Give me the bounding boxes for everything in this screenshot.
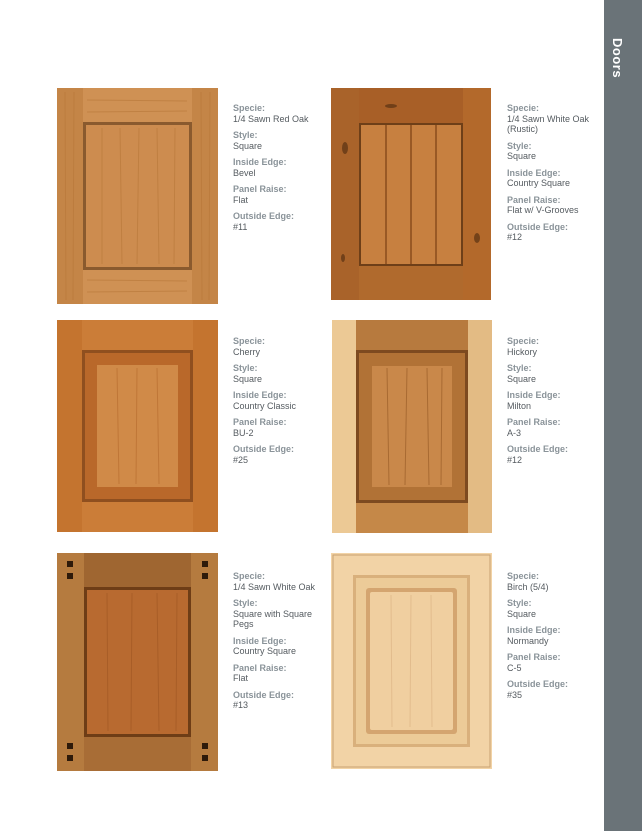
spec-value: Country Square xyxy=(233,646,297,656)
spec-value: Normandy xyxy=(507,635,549,646)
spec-label: Specie: xyxy=(507,103,540,113)
spec-value: #25 xyxy=(233,454,249,465)
spec-value: 1/4 Sawn White Oak xyxy=(233,581,316,592)
spec-label: Style: xyxy=(507,140,532,151)
spec-label: Panel Raise: xyxy=(507,417,561,427)
door-image-birch xyxy=(331,553,492,769)
specs-door-1 xyxy=(233,103,323,238)
spec-label: Specie: xyxy=(507,571,540,581)
spec-value: Milton xyxy=(507,400,532,411)
spec-value: Square xyxy=(233,140,263,151)
spec-value: Square with Square Pegs xyxy=(233,608,313,629)
door-image-hickory xyxy=(332,320,492,533)
spec-value: 1/4 Sawn White Oak (Rustic) xyxy=(507,113,590,134)
spec-label: Outside Edge: xyxy=(233,689,295,700)
spec-value: Flat xyxy=(233,194,249,205)
spec-value: #12 xyxy=(507,454,523,465)
spec-value: Bevel xyxy=(233,167,256,178)
spec-value: Hickory xyxy=(507,346,538,357)
spec-value: #35 xyxy=(507,689,523,700)
spec-label: Inside Edge: xyxy=(507,167,561,178)
spec-label: Style: xyxy=(507,598,532,608)
spec-label: Inside Edge: xyxy=(233,635,287,646)
spec-label: Outside Edge: xyxy=(507,679,569,689)
door-image-white-oak-pegs xyxy=(57,553,218,771)
spec-label: Panel Raise: xyxy=(233,662,287,673)
spec-value: #11 xyxy=(233,221,248,232)
spec-label: Specie: xyxy=(233,336,266,346)
spec-value: 1/4 Sawn Red Oak xyxy=(233,113,309,124)
door-image-cherry xyxy=(57,320,218,532)
spec-label: Style: xyxy=(233,363,258,373)
spec-value: Birch (5/4) xyxy=(507,581,549,592)
spec-label: Style: xyxy=(233,130,258,140)
spec-value: #12 xyxy=(507,232,523,242)
spec-value: Flat xyxy=(233,673,249,683)
spec-label: Specie: xyxy=(233,571,266,581)
spec-label: Outside Edge: xyxy=(507,221,569,232)
section-title: Doors xyxy=(610,38,625,79)
specs-door-3 xyxy=(233,336,323,471)
spec-value: Square xyxy=(507,373,537,384)
specs-door-2 xyxy=(507,103,597,249)
door-image-rustic-white-oak xyxy=(331,88,491,300)
spec-label: Inside Edge: xyxy=(233,157,287,167)
spec-value: A-3 xyxy=(507,427,522,438)
spec-label: Inside Edge: xyxy=(233,390,287,400)
spec-value: #13 xyxy=(233,700,249,710)
spec-value: C-5 xyxy=(507,662,522,673)
spec-label: Inside Edge: xyxy=(507,390,561,400)
spec-label: Panel Raise: xyxy=(233,417,287,427)
specs-door-4 xyxy=(507,336,597,471)
spec-value: Flat w/ V-Grooves xyxy=(507,205,579,215)
spec-label: Inside Edge: xyxy=(507,625,561,635)
spec-value: Square xyxy=(233,373,263,384)
spec-label: Specie: xyxy=(507,336,540,346)
spec-value: Country Square xyxy=(507,178,571,188)
spec-label: Panel Raise: xyxy=(507,194,561,205)
spec-label: Specie: xyxy=(233,103,266,113)
spec-value: Square xyxy=(507,151,537,161)
spec-value: Country Classic xyxy=(233,400,297,411)
spec-value: Square xyxy=(507,608,537,619)
spec-label: Panel Raise: xyxy=(233,184,287,194)
spec-label: Style: xyxy=(233,598,258,608)
spec-value: BU-2 xyxy=(233,427,254,438)
spec-label: Outside Edge: xyxy=(233,211,295,221)
specs-door-6 xyxy=(507,571,597,706)
spec-label: Outside Edge: xyxy=(507,444,569,454)
section-tab xyxy=(604,0,642,831)
spec-value: Cherry xyxy=(233,346,261,357)
spec-label: Style: xyxy=(507,363,532,373)
spec-label: Panel Raise: xyxy=(507,652,561,662)
specs-door-5 xyxy=(233,571,323,717)
spec-label: Outside Edge: xyxy=(233,444,295,454)
door-image-red-oak xyxy=(57,88,218,304)
